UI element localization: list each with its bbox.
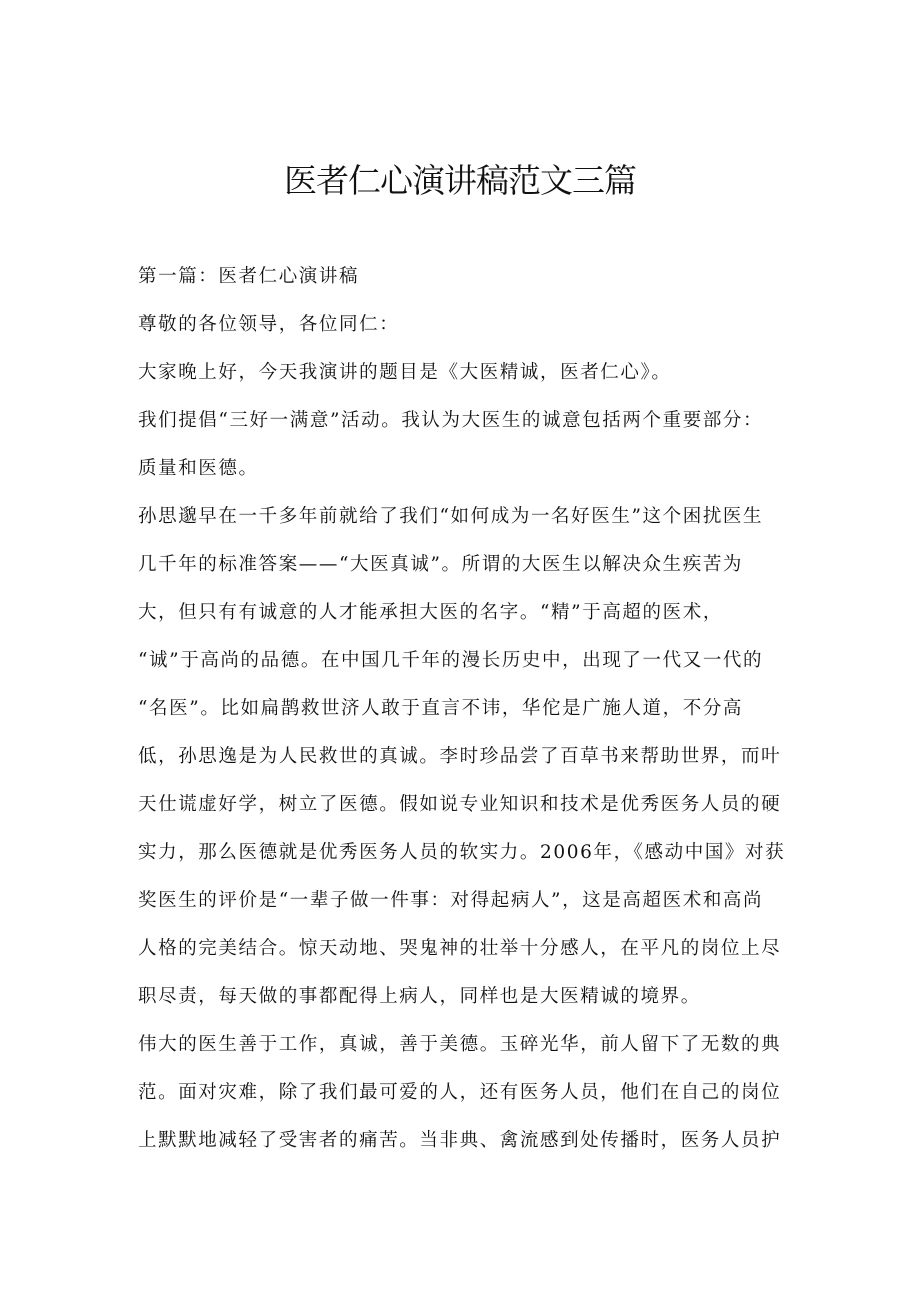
text-line: 上默默地减轻了受害者的痛苦。当非典、禽流感到处传播时，医务人员护 — [138, 1130, 782, 1151]
text-line: 几千年的标准答案——“大医真诚”。所谓的大医生以解决众生疾苦为 — [138, 554, 744, 575]
text-line: “诚”于高尚的品德。在中国几千年的漫长历史中，出现了一代又一代的 — [138, 650, 764, 671]
text-line: 我们提倡“三好一满意”活动。我认为大医生的诚意包括两个重要部分： — [138, 410, 764, 431]
text-line: 人格的完美结合。惊天动地、哭鬼神的壮举十分感人，在平凡的岗位上尽 — [138, 938, 782, 959]
text-line: 大家晚上好，今天我演讲的题目是《大医精诚，医者仁心》。 — [138, 362, 672, 383]
text-line: 低，孙思逸是为人民救世的真诚。李时珍品尝了百草书来帮助世界，而叶 — [138, 746, 782, 767]
text-line: 质量和医德。 — [138, 458, 259, 479]
section-heading: 第一篇：医者仁心演讲稿 — [138, 266, 360, 287]
text-line: 伟大的医生善于工作，真诚，善于美德。玉碎光华，前人留下了无数的典 — [138, 1034, 782, 1055]
text-line: 孙思邈早在一千多年前就给了我们“如何成为一名好医生”这个困扰医生 — [138, 506, 764, 527]
text-line: 奖医生的评价是“一辈子做一件事：对得起病人”，这是高超医术和高尚 — [138, 890, 764, 911]
text-line: “名医”。比如扁鹊救世济人敢于直言不讳，华佗是广施人道，不分高 — [138, 698, 744, 719]
text-line: 天仕谎虚好学，树立了医德。假如说专业知识和技术是优秀医务人员的硬 — [138, 794, 782, 815]
document-title: 医者仁心演讲稿范文三篇 — [284, 161, 636, 200]
salutation-line: 尊敬的各位领导，各位同仁： — [138, 314, 400, 335]
text-line: 大，但只有有诚意的人才能承担大医的名字。“精”于高超的医术， — [138, 602, 723, 623]
text-line: 实力，那么医德就是优秀医务人员的软实力。2006年，《感动中国》对获 — [138, 842, 786, 863]
text-line: 职尽责，每天做的事都配得上病人，同样也是大医精诚的境界。 — [138, 986, 701, 1007]
text-line: 范。面对灾难，除了我们最可爱的人，还有医务人员，他们在自己的岗位 — [138, 1082, 782, 1103]
